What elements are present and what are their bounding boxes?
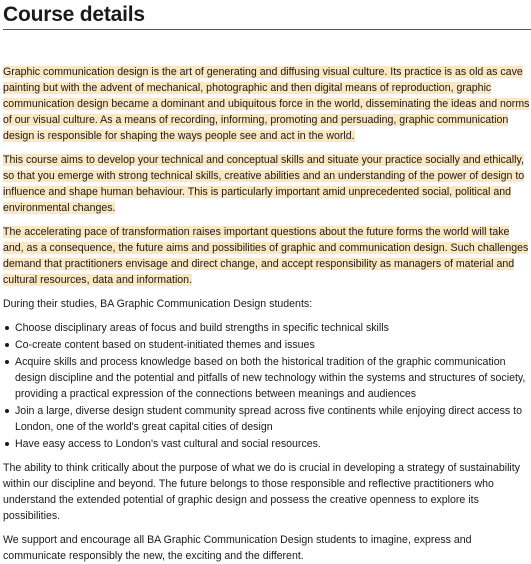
list-item: Have easy access to London's vast cultural and social resources. [3,436,530,452]
closing-paragraph-1: The ability to think critically about the purpose of what we do is crucial in developing a strategy of sustainability within our discipline and beyond. The future belongs to those responsible and reflective practitioners who understand the extended potential of graphic design and possess the creative openness to explore its possibilities. [3,462,521,522]
title-divider [3,29,531,30]
list-intro: During their studies, BA Graphic Communication Design students: [3,298,313,310]
page-title: Course details [3,3,145,26]
list-item: Acquire skills and process knowledge based on both the historical tradition of the graphic communication design discipline and the potential and pitfalls of new technology within the systems and structures of society, providing a practical expression of the connections between meanings and audiences [3,354,530,402]
student-outcomes-list [3,320,530,452]
list-item: Choose disciplinary areas of focus and build strengths in specific technical skills [3,320,530,336]
list-item: Join a large, diverse design student community spread across five continents while enjoying direct access to London, one of the world's great capital cities of design [3,403,530,435]
list-item: Co-create content based on student-initiated themes and issues [3,337,530,353]
highlighted-text: Graphic communication design is the art of generating and diffusing visual culture. Its practice is as old as cave painting but with the advent of mechanical, photographic and then digital means of reproduction, graphic communication design became a dominant and ubiquitous force in the world, disseminating the ideas and norms of our visual culture. As a means of recording, informing, promoting and persuading, graphic communication design is responsible for shaping the ways people see and act in the world. [3,66,530,142]
highlighted-paragraph-2 [3,152,530,216]
course-description [3,64,530,564]
closing-paragraph-2: We support and encourage all BA Graphic Communication Design students to imagine, express and communicate responsibly the new, the exciting and the different. [3,534,472,562]
highlighted-text: This course aims to develop your technical and conceptual skills and situate your practice socially and ethically, so that you emerge with strong technical skills, creative abilities and an understanding of the power of design to influence and shape human behaviour. This is particularly important amid unprecedented social, political and environmental changes. [3,154,525,214]
highlighted-text: The accelerating pace of transformation raises important questions about the future forms the world will take and, as a consequence, the future aims and possibilities of graphic and communication design. Such challenges demand that practitioners envisage and direct change, and accept responsibility as managers of material and cultural resources, data and information. [3,226,529,286]
highlighted-paragraph-3 [3,224,530,288]
highlighted-paragraph-1 [3,64,530,144]
